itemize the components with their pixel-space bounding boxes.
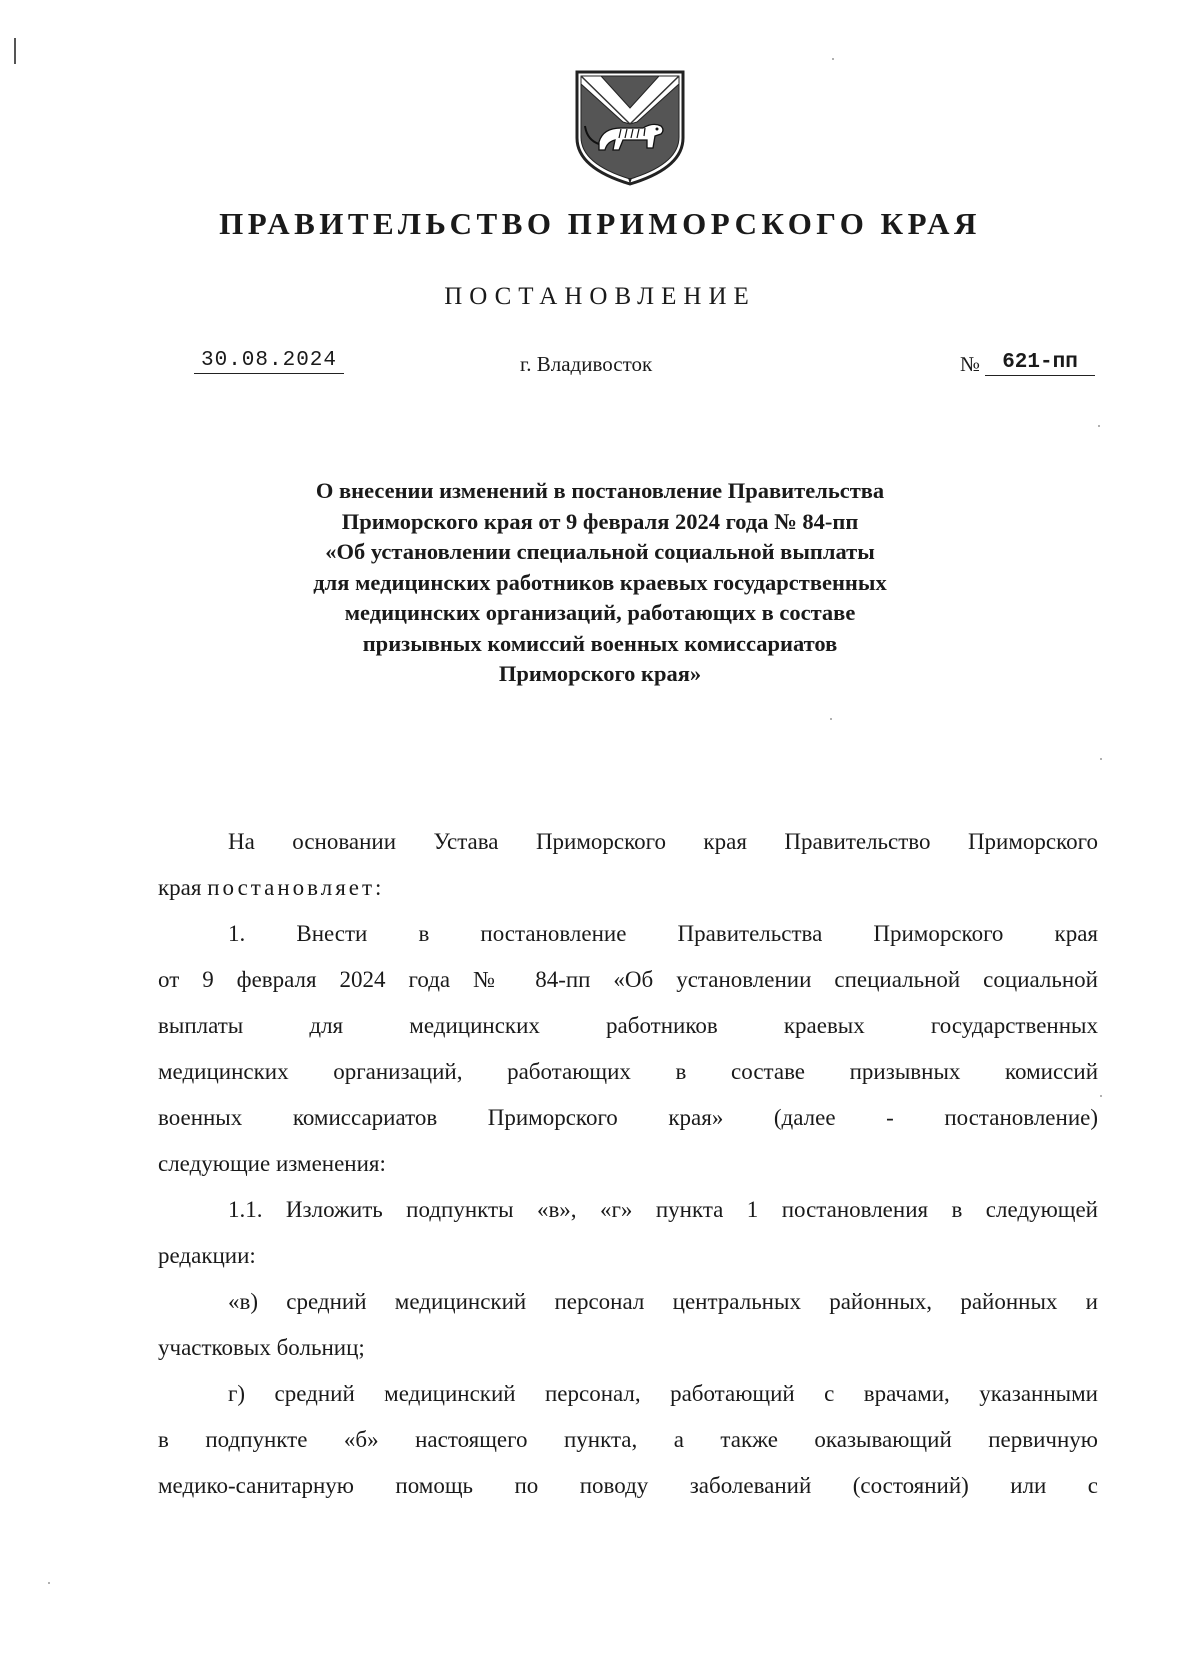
heading-line: Приморского края» [498,661,702,686]
scan-speck [830,718,832,720]
body-line: На основании Устава Приморского края Правительство Приморского [228,829,1098,854]
heading-line: призывных комиссий военных комиссариатов [362,630,838,656]
scan-artifact-line [14,38,16,64]
body-line: следующие изменения: [158,1151,386,1176]
number-sign: № [960,352,981,376]
body-text-span: края [158,875,208,900]
scan-speck [48,1582,50,1584]
heading-line: Приморского края от 9 февраля 2024 года № 84-пп [341,508,859,534]
heading-line: медицинских организаций, работающих в составе [344,600,856,625]
body-line: редакции: [158,1243,256,1268]
body-line [158,865,1098,911]
scan-speck [1098,425,1100,427]
document-number: 621-пп [985,351,1095,376]
body-line: 1. Внести в постановление Правительства Приморского края [228,921,1098,946]
document-type: ПОСТАНОВЛЕНИЕ [444,283,756,310]
scan-speck [1100,758,1102,760]
document-body [158,819,1098,1509]
coat-of-arms-icon [573,70,687,186]
body-line: военных комиссариатов Приморского края» (далее - постановление) [158,1105,1098,1130]
scan-speck [1100,1095,1102,1097]
heading-line: «Об установлении специальной социальной выплаты [325,539,875,564]
body-line: медико-санитарную помощь по поводу заболеваний (состояний) или с [158,1473,1098,1498]
body-line: участковых больниц; [158,1335,365,1360]
body-line: медицинских организаций, работающих в составе призывных комиссий [158,1059,1098,1084]
body-line: от 9 февраля 2024 года № 84-пп «Об установлении специальной социальной [158,967,1098,992]
decree-verb: постановляет: [207,875,385,900]
body-line: «в) средний медицинский персонал центральных районных, районных и [228,1289,1098,1314]
heading-line: О внесении изменений в постановление Правительства [315,478,885,503]
document-date: 30.08.2024 [194,349,344,374]
body-line: в подпункте «б» настоящего пункта, а также оказывающий первичную [158,1427,1098,1452]
body-line: г) средний медицинский персонал, работающий с врачами, указанными [228,1381,1098,1406]
body-line: выплаты для медицинских работников краевых государственных [158,1013,1098,1038]
scan-speck [832,58,834,60]
document-heading [200,476,1000,690]
body-line: 1.1. Изложить подпункты «в», «г» пункта 1 постановления в следующей [228,1197,1098,1222]
government-title: ПРАВИТЕЛЬСТВО ПРИМОРСКОГО КРАЯ [219,206,981,241]
heading-line: для медицинских работников краевых государственных [313,569,887,595]
document-city: г. Владивосток [520,352,653,376]
